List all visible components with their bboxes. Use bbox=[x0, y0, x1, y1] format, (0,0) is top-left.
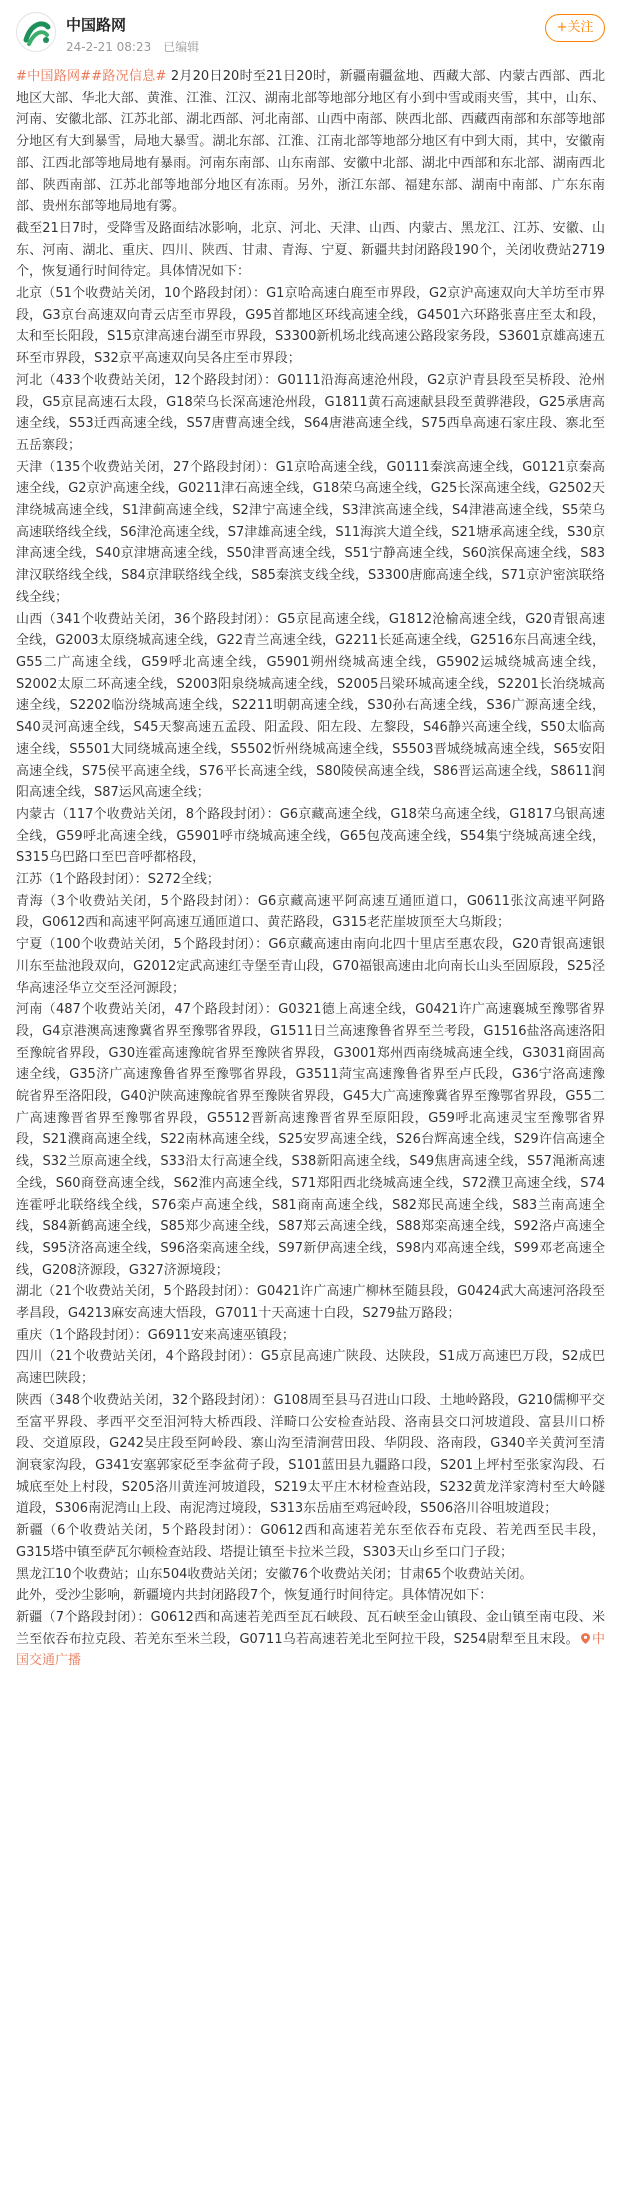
xinjiang-sandstorm-text: 新疆（7个路段封闭）：G0612西和高速若羌西至瓦石峡段、瓦石峡至金山镇段、金山镇至南屯段、米兰至依吞布拉克段、若羌东至米兰段，G0711乌若高速若羌北至阿拉干段，S254尉犁至且末段。 bbox=[16, 1609, 605, 1647]
edited-label: 已编辑 bbox=[163, 40, 200, 54]
hashtag-road-info[interactable]: #路况信息# bbox=[91, 69, 167, 84]
region-shaanxi: 陕西（348个收费站关闭，32个路段封闭）：G108周至县马召进山口段、土地岭路段，G210儒柳平交至富平界段、孝西平交至泪河特大桥西段、洋畸口公安检查站段、洛南县交口河坡道段、富县川口桥段、交道原段，G242吴庄段至阿岭段、寨山沟至清涧营田段、华阴段、洛南段，G340辛关黄河至清涧衰家沟段，G341安塞郭家砭至李盆荷子段，S101蓝田县九疆路口段，S201上坪村至张家沟段、石城底至处上村段，S205洛川黄连河坡道段，S219太平庄木材检查站段，S232黄龙洋家湾村至大岭隧道段，S306南泥湾山上段、南泥湾过境段，S313东岳庙至鸡冠岭段，S506洛川谷咀坡道段； bbox=[16, 1392, 605, 1517]
region-hebei: 河北（433个收费站关闭，12个路段封闭）：G0111沿海高速沧州段，G2京沪青县段至吴桥段、沧州段，G5京昆高速石太段，G18荣乌长深高速沧州段，G1811黄石高速献县段至黄骅港段，G25承唐高速全线，S53迁西高速全线，S57唐曹高速全线，S64唐港高速全线，S75西阜高速石家庄段、寨北至五岳寨段； bbox=[16, 372, 605, 453]
post-body bbox=[0, 62, 621, 1672]
region-beijing: 北京（51个收费站关闭，10个路段封闭）：G1京哈高速白鹿至市界段，G2京沪高速双向大羊坊至市界段，G3京台高速双向青云店至市界段，G95首都地区环线高速全线，G4501六环路张喜庄至太和段，太和至长阳段，S15京津高速台湖至市界段，S3300新机场北线高速公路段家务段，S3601京雄高速五环至市界段，S32京平高速双向吴各庄至市界段； bbox=[16, 286, 605, 367]
region-hubei: 湖北（21个收费站关闭，5个路段封闭）：G0421许广高速广柳林至随县段，G0424武大高速河洛段至孝昌段，G4213麻安高速大悟段，G7011十天高速十白段，S279盐万路段； bbox=[16, 1284, 605, 1322]
road-logo-icon bbox=[17, 13, 56, 52]
region-neimenggu: 内蒙古（117个收费站关闭，8个路段封闭）：G6京藏高速全线，G18荣乌高速全线，G1817乌银高速全线，G59呼北高速全线，G5901呼市绕城高速全线，G65包茂高速全线，S54集宁绕城高速全线，S315乌巴路口至巴音呼都格段， bbox=[16, 806, 605, 866]
toll-station-summary: 黑龙江10个收费站；山东504收费站关闭；安徽76个收费站关闭；甘肃65个收费站关闭。 bbox=[16, 1566, 533, 1582]
location-pin-icon bbox=[581, 1633, 590, 1644]
region-henan: 河南（487个收费站关闭，47个路段封闭）：G0321德上高速全线，G0421许广高速襄城至豫鄂省界段，G4京港澳高速豫冀省界至豫鄂省界段，G1511日兰高速豫鲁省界至兰考段，G1516盐洛高速洛阳至豫皖省界段，G30连霍高速豫皖省界至豫陕省界段，G3001郑州西南绕城高速全线，G3031商固高速全线，G35济广高速豫鲁省界至豫鄂省界段，G3511菏宝高速豫鲁省界至卢氏段，G36宁洛高速豫皖省界至洛阳段，G40沪陕高速豫皖省界至豫陕省界段，G45大广高速豫冀省界至豫鄂省界段，G55二广高速豫晋省界至豫鄂省界段，G5512晋新高速豫晋省界至原阳段，G59呼北高速灵宝至豫鄂省界段，S21濮商高速全线，S22南林高速全线，S25安罗高速全线，S26台辉高速全线，S29许信高速全线，S32兰原高速全线，S33沿太行高速全线，S38新阳高速全线，S49焦唐高速全线，S57渑淅高速全线，S60商登高速全线，S62淮内高速全线，S71郑阳西北绕城高速全线，S72濮卫高速全线，S74连霍呼北联络线全线，S76栾卢高速全线，S81商南高速全线，S82郑民高速全线，S83兰南高速全线，S84新鹤高速全线，S85郑少高速全线，S87郑云高速全线，S88郑栾高速全线，S92洛卢高速全线，S95济洛高速全线，S96洛栾高速全线，S97新伊高速全线，S98内邓高速全线，S99邓老高速全线，G208济源段，G327济源境段； bbox=[16, 1002, 605, 1278]
follow-button[interactable]: +关注 bbox=[545, 14, 605, 42]
region-sichuan: 四川（21个收费站关闭，4个路段封闭）：G5京昆高速广陕段、达陕段，S1成万高速巴万段，S2成巴高速巴陕段； bbox=[16, 1349, 605, 1387]
post-header bbox=[0, 0, 621, 62]
region-shanxi: 山西（341个收费站关闭，36个路段封闭）：G5京昆高速全线，G1812沧榆高速全线，G20青银高速全线，G2003太原绕城高速全线，G22青兰高速全线，G2211长延高速全线，G2516东吕高速全线，G55二广高速全线，G59呼北高速全线，G5901朔州绕城高速全线，G5902运城绕城高速全线，S2002太原二环高速全线，S2003阳泉绕城高速全线，S2005吕梁环城高速全线，S2201长治绕城高速全线，S2202临汾绕城高速全线，S2211明朝高速全线，S30孙右高速全线，S36广源高速全线，S40灵河高速全线，S45天黎高速五孟段、阳孟段、阳左段、左黎段，S46静兴高速全线，S50太临高速全线，S5501大同绕城高速全线，S5502忻州绕城高速全线，S5503晋城绕城高速全线，S65安阳高速全线，S75侯平高速全线，S76平长高速全线，S80陵侯高速全线，S86晋运高速全线，S8611润阳高速全线，S87运风高速全线； bbox=[16, 611, 605, 801]
summary-paragraph: 截至21日7时，受降雪及路面结冰影响，北京、河北、天津、山西、内蒙古、黑龙江、江苏、安徽、山东、河南、湖北、重庆、四川、陕西、甘肃、青海、宁夏、新疆共封闭路段190个，关闭收费站2719个，恢复通行时间待定。具体情况如下： bbox=[16, 220, 605, 280]
hashtag-road-network[interactable]: #中国路网# bbox=[16, 69, 92, 84]
region-tianjin: 天津（135个收费站关闭，27个路段封闭）：G1京哈高速全线，G0111秦滨高速全线，G0121京秦高速全线，G2京沪高速全线，G0211津石高速全线，G18荣乌高速全线，G25长深高速全线，G2502天津绕城高速全线，S1津蓟高速全线，S2津宁高速全线，S3津滨高速全线，S4津港高速全线，S5荣乌高速联络线全线，S6津沧高速全线，S7津雄高速全线，S11海滨大道全线，S21塘承高速全线，S30京津高速全线，S40京津塘高速全线，S50津晋高速全线，S51宁静高速全线，S60滨保高速全线，S83津汉联络线全线，S84京津联络线全线，S85秦滨支线全线，S3300唐廊高速全线，S71京沪密滨联络线全线； bbox=[16, 459, 605, 605]
region-qinghai: 青海（3个收费站关闭，5个路段封闭）：G6京藏高速平阿高速互通匝道口，G0611张汶高速平阿路段，G0612西和高速平阿高速互通匝道口、黄茫路段，G315老茫崖坡顶至大乌斯段； bbox=[16, 893, 605, 931]
account-name[interactable]: 中国路网 bbox=[66, 16, 127, 34]
post-time: 24-2-21 08:23 bbox=[66, 40, 152, 54]
region-xinjiang: 新疆（6个收费站关闭，5个路段封闭）：G0612西和高速若羌东至依吞布克段、若羌西至民丰段，G315塔中镇至萨瓦尔顿检查站段、塔提让镇至卡拉米兰段，S303天山乡至口门子段； bbox=[16, 1523, 605, 1560]
avatar[interactable] bbox=[16, 12, 56, 52]
intro-paragraph bbox=[16, 66, 605, 218]
weather-text: 2月20日20时至21日20时，新疆南疆盆地、西藏大部、内蒙古西部、西北地区大部、华北大部、黄淮、江淮、江汉、湖南北部等地部分地区有小到中雪或雨夹雪，其中，山东、河南、安徽北部、江苏北部、湖北西部、河北南部、山西中南部、陕西北部、西藏西南部和东部等地部分地区有大到暴雪，局地大暴雪。湖北东部、江淮、江南北部等地部分地区有中到大雨，其中，安徽南部、江西北部等地局地有暴雨。河南东南部、山东南部、安徽中北部、湖北中西部和东北部、湖南西北部、陕西南部、江苏北部等地部分地区有冻雨。另外，浙江东部、福建东部、湖南中南部、广东东南部、贵州东部等地局地有雾。 bbox=[16, 69, 605, 215]
region-ningxia: 宁夏（100个收费站关闭，5个路段封闭）：G6京藏高速由南向北四十里店至惠农段，G20青银高速银川东至盐池段双向，G2012定武高速红寺堡至青山段，G70福银高速由北向南长山头至固原段，S25泾华高速泾华立交至泾河源段； bbox=[16, 937, 605, 996]
post-meta bbox=[66, 38, 207, 55]
region-chongqing: 重庆（1个路段封闭）：G6911安来高速巫镇段； bbox=[16, 1327, 295, 1343]
sandstorm-paragraph: 此外，受沙尘影响，新疆境内共封闭路段7个，恢复通行时间待定。具体情况如下： bbox=[16, 1588, 493, 1604]
source-link-label[interactable]: 中国交通广播 bbox=[16, 1631, 605, 1669]
region-xinjiang-sandstorm bbox=[16, 1607, 605, 1672]
region-jiangsu: 江苏（1个路段封闭）：S272全线； bbox=[16, 872, 220, 888]
